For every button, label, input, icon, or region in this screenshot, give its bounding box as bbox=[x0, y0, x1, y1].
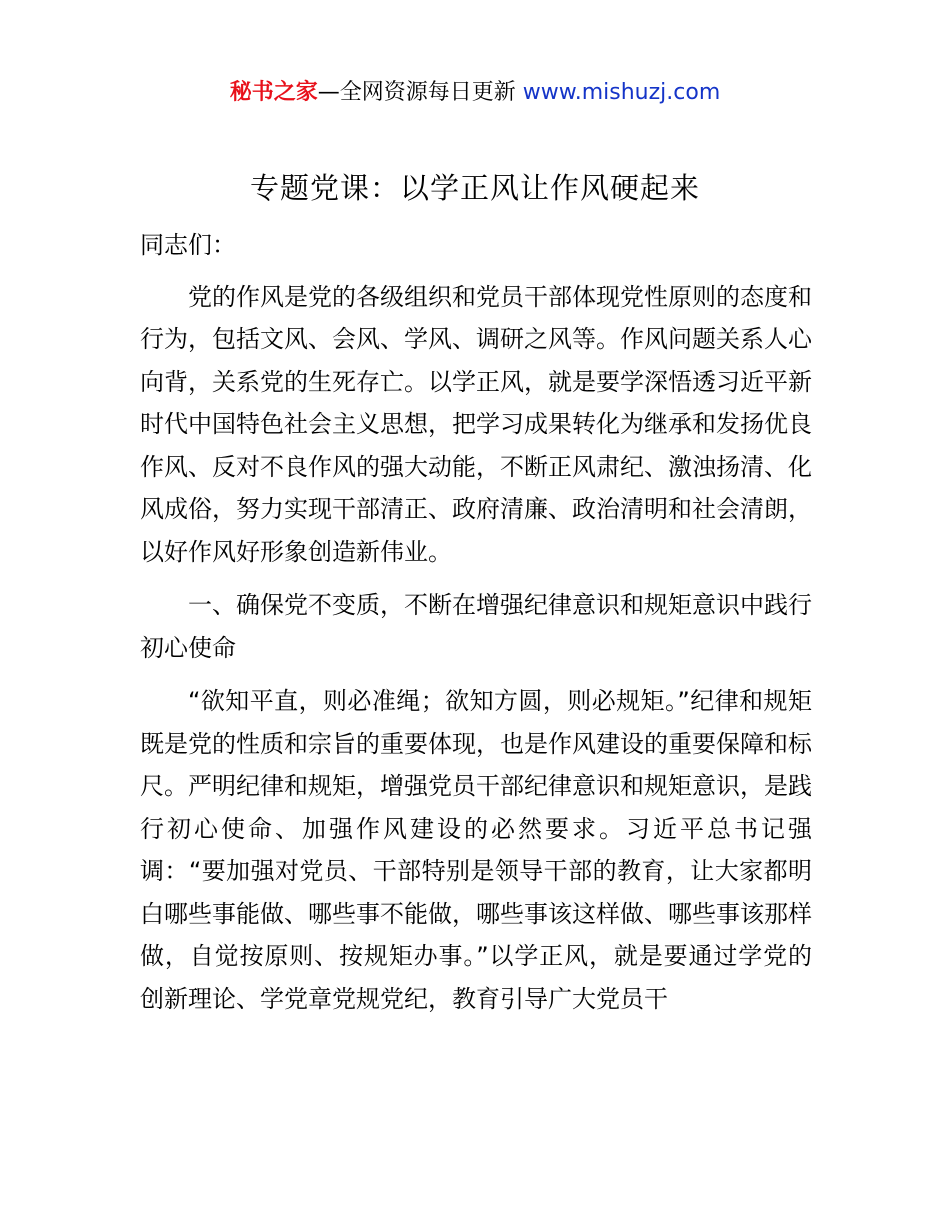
section-heading-1: 一、确保党不变质，不断在增强纪律意识和规矩意识中践行初心使命 bbox=[140, 591, 812, 662]
site-brand: 秘书之家 bbox=[229, 80, 318, 105]
site-tagline: —全网资源每日更新 bbox=[317, 80, 523, 105]
paragraph-section-1: “欲知平直，则必准绳；欲知方圆，则必规矩。”纪律和规矩既是党的性质和宗旨的重要体现，也是作风建设的重要保障和标尺。严明纪律和规矩，增强党员干部纪律意识和规矩意识，是践行初心使命、加强作风建设的必然要求。习近平总书记强调：“要加强对党员、干部特别是领导干部的教育，让大家都明白哪些事能做、哪些事不能做，哪些事该这样做、哪些事该那样做，自觉按原则、按规矩办事。”以学正风，就是要通过学党的创新理论、学党章党规党纪，教育引导广大党员干 bbox=[140, 687, 812, 1013]
site-header bbox=[0, 78, 950, 108]
document-body bbox=[140, 224, 812, 1031]
greeting: 同志们： bbox=[140, 231, 236, 259]
site-url-link[interactable]: www.mishuzj.com bbox=[522, 80, 721, 105]
document-title: 专题党课：以学正风让作风硬起来 bbox=[249, 171, 700, 205]
paragraph-intro: 党的作风是党的各级组织和党员干部体现党性原则的态度和行为，包括文风、会风、学风、调研之风等。作风问题关系人心向背，关系党的生死存亡。以学正风，就是要学深悟透习近平新时代中国特色社会主义思想，把学习成果转化为继承和发扬优良作风、反对不良作风的强大动能，不断正风肃纪、激浊扬清、化风成俗，努力实现干部清正、政府清廉、政治清明和社会清朗，以好作风好形象创造新伟业。 bbox=[140, 282, 812, 566]
